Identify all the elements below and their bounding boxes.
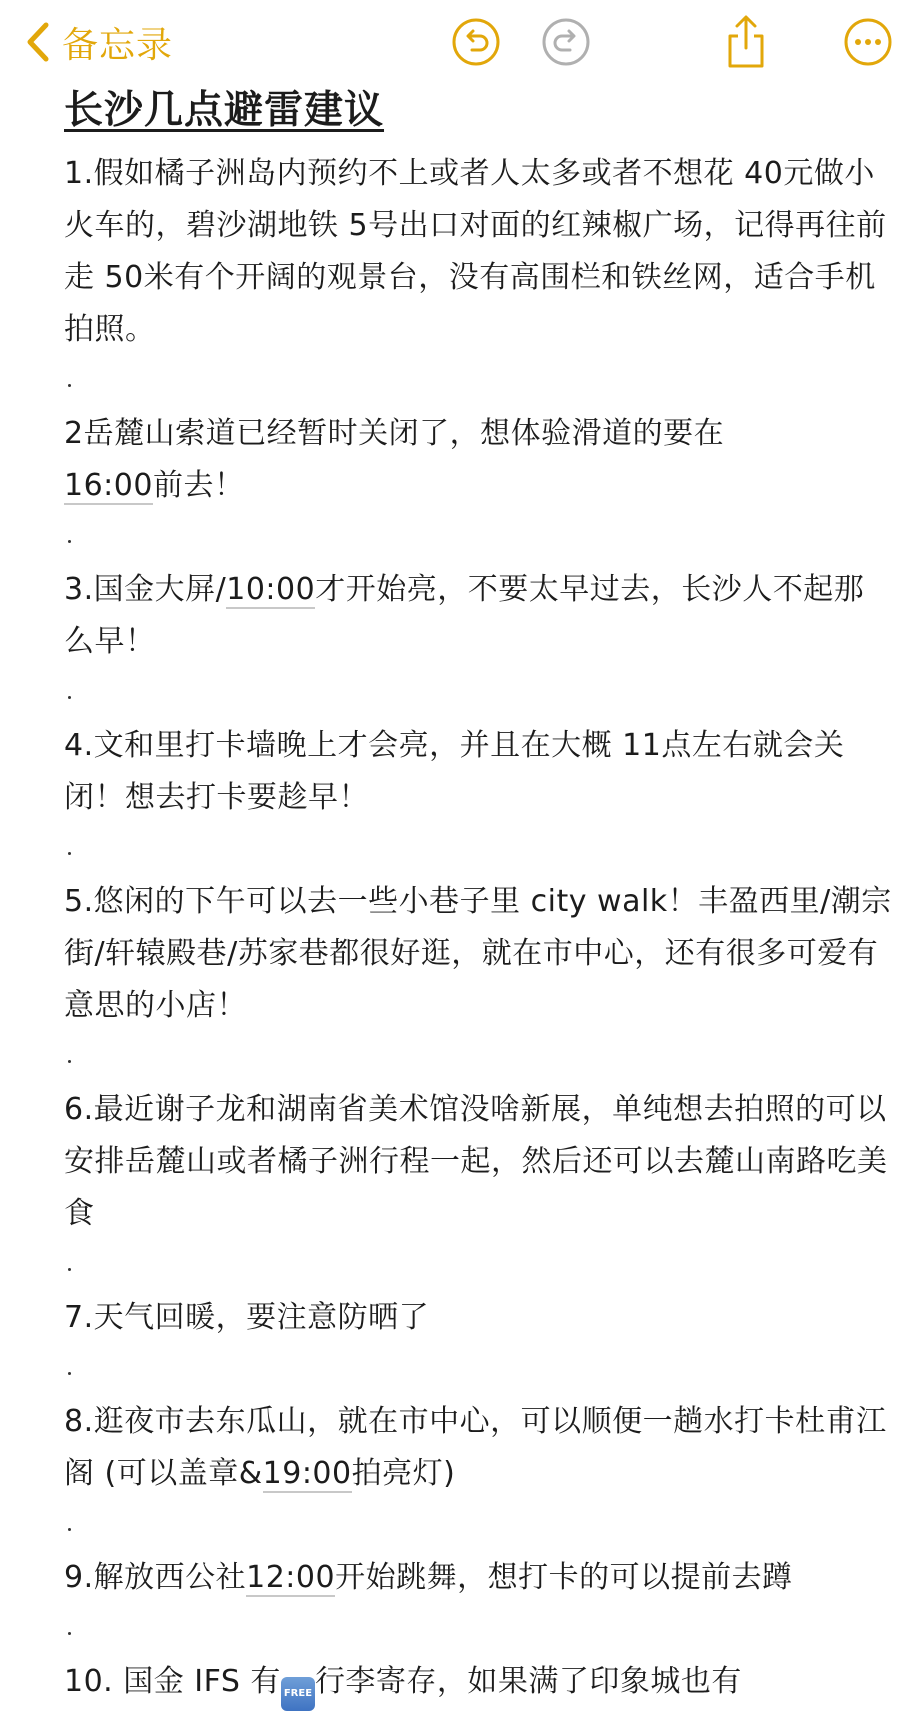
more-button[interactable] xyxy=(842,16,894,68)
list-item: 8.逛夜市去东瓜山，就在市中心，可以顺便一趟水打卡杜甫江阁 (可以盖章&19:00拍亮灯) xyxy=(64,1404,887,1491)
note-body[interactable] xyxy=(64,84,894,1711)
time-link[interactable]: 10:00 xyxy=(226,572,316,607)
list-item: 5.悠闲的下午可以去一些小巷子里 city walk！丰盈西里/潮宗街/轩辕殿巷/苏家巷都很好逛，就在市中心，还有很多可爱有意思的小店！ xyxy=(64,884,892,1023)
bullet-separator xyxy=(64,1604,894,1656)
bullet-separator xyxy=(64,668,894,720)
time-link[interactable]: 19:00 xyxy=(262,1456,352,1491)
undo-button[interactable] xyxy=(450,16,502,68)
time-link[interactable]: 16:00 xyxy=(64,468,153,503)
share-button[interactable] xyxy=(720,16,772,68)
undo-icon xyxy=(451,17,501,67)
bullet-separator xyxy=(64,512,894,564)
bullet-separator xyxy=(64,1240,894,1292)
list-item: 1.假如橘子洲岛内预约不上或者人太多或者不想花 40元做小火车的，碧沙湖地铁 5号出口对面的红辣椒广场，记得再往前走 50米有个开阔的观景台，没有高围栏和铁丝网，适合手机拍照。 xyxy=(64,156,887,347)
back-label: 备忘录 xyxy=(62,24,174,66)
free-icon: FREE xyxy=(281,1677,315,1711)
note-title: 长沙几点避雷建议 xyxy=(64,88,385,133)
redo-button[interactable] xyxy=(540,16,592,68)
navigation-bar xyxy=(0,0,914,86)
list-item: 2岳麓山索道已经暂时关闭了，想体验滑道的要在 16:00前去！ xyxy=(64,416,725,503)
bullet-separator xyxy=(64,356,894,408)
share-icon xyxy=(723,14,769,70)
list-item: 9.解放西公社12:00开始跳舞，想打卡的可以提前去蹲 xyxy=(64,1560,793,1595)
bullet-separator xyxy=(64,824,894,876)
list-item: 7.天气回暖，要注意防晒了 xyxy=(64,1300,430,1335)
bullet-separator xyxy=(64,1500,894,1552)
list-item: 3.国金大屏/10:00才开始亮，不要太早过去，长沙人不起那么早！ xyxy=(64,572,865,659)
list-item: 6.最近谢子龙和湖南省美术馆没啥新展，单纯想去拍照的可以安排岳麓山或者橘子洲行程一起，然后还可以去麓山南路吃美食 xyxy=(64,1092,888,1231)
more-icon xyxy=(843,17,893,67)
back-button[interactable] xyxy=(26,14,173,70)
bullet-separator xyxy=(64,1032,894,1084)
time-link[interactable]: 12:00 xyxy=(246,1560,336,1595)
list-item: 10. 国金 IFS 有 FREE行李寄存，如果满了印象城也有 xyxy=(64,1656,894,1711)
bullet-separator xyxy=(64,1344,894,1396)
chevron-left-icon xyxy=(26,21,50,63)
redo-icon xyxy=(541,17,591,67)
list-item: 4.文和里打卡墙晚上才会亮，并且在大概 11点左右就会关闭！想去打卡要趁早！ xyxy=(64,728,845,815)
